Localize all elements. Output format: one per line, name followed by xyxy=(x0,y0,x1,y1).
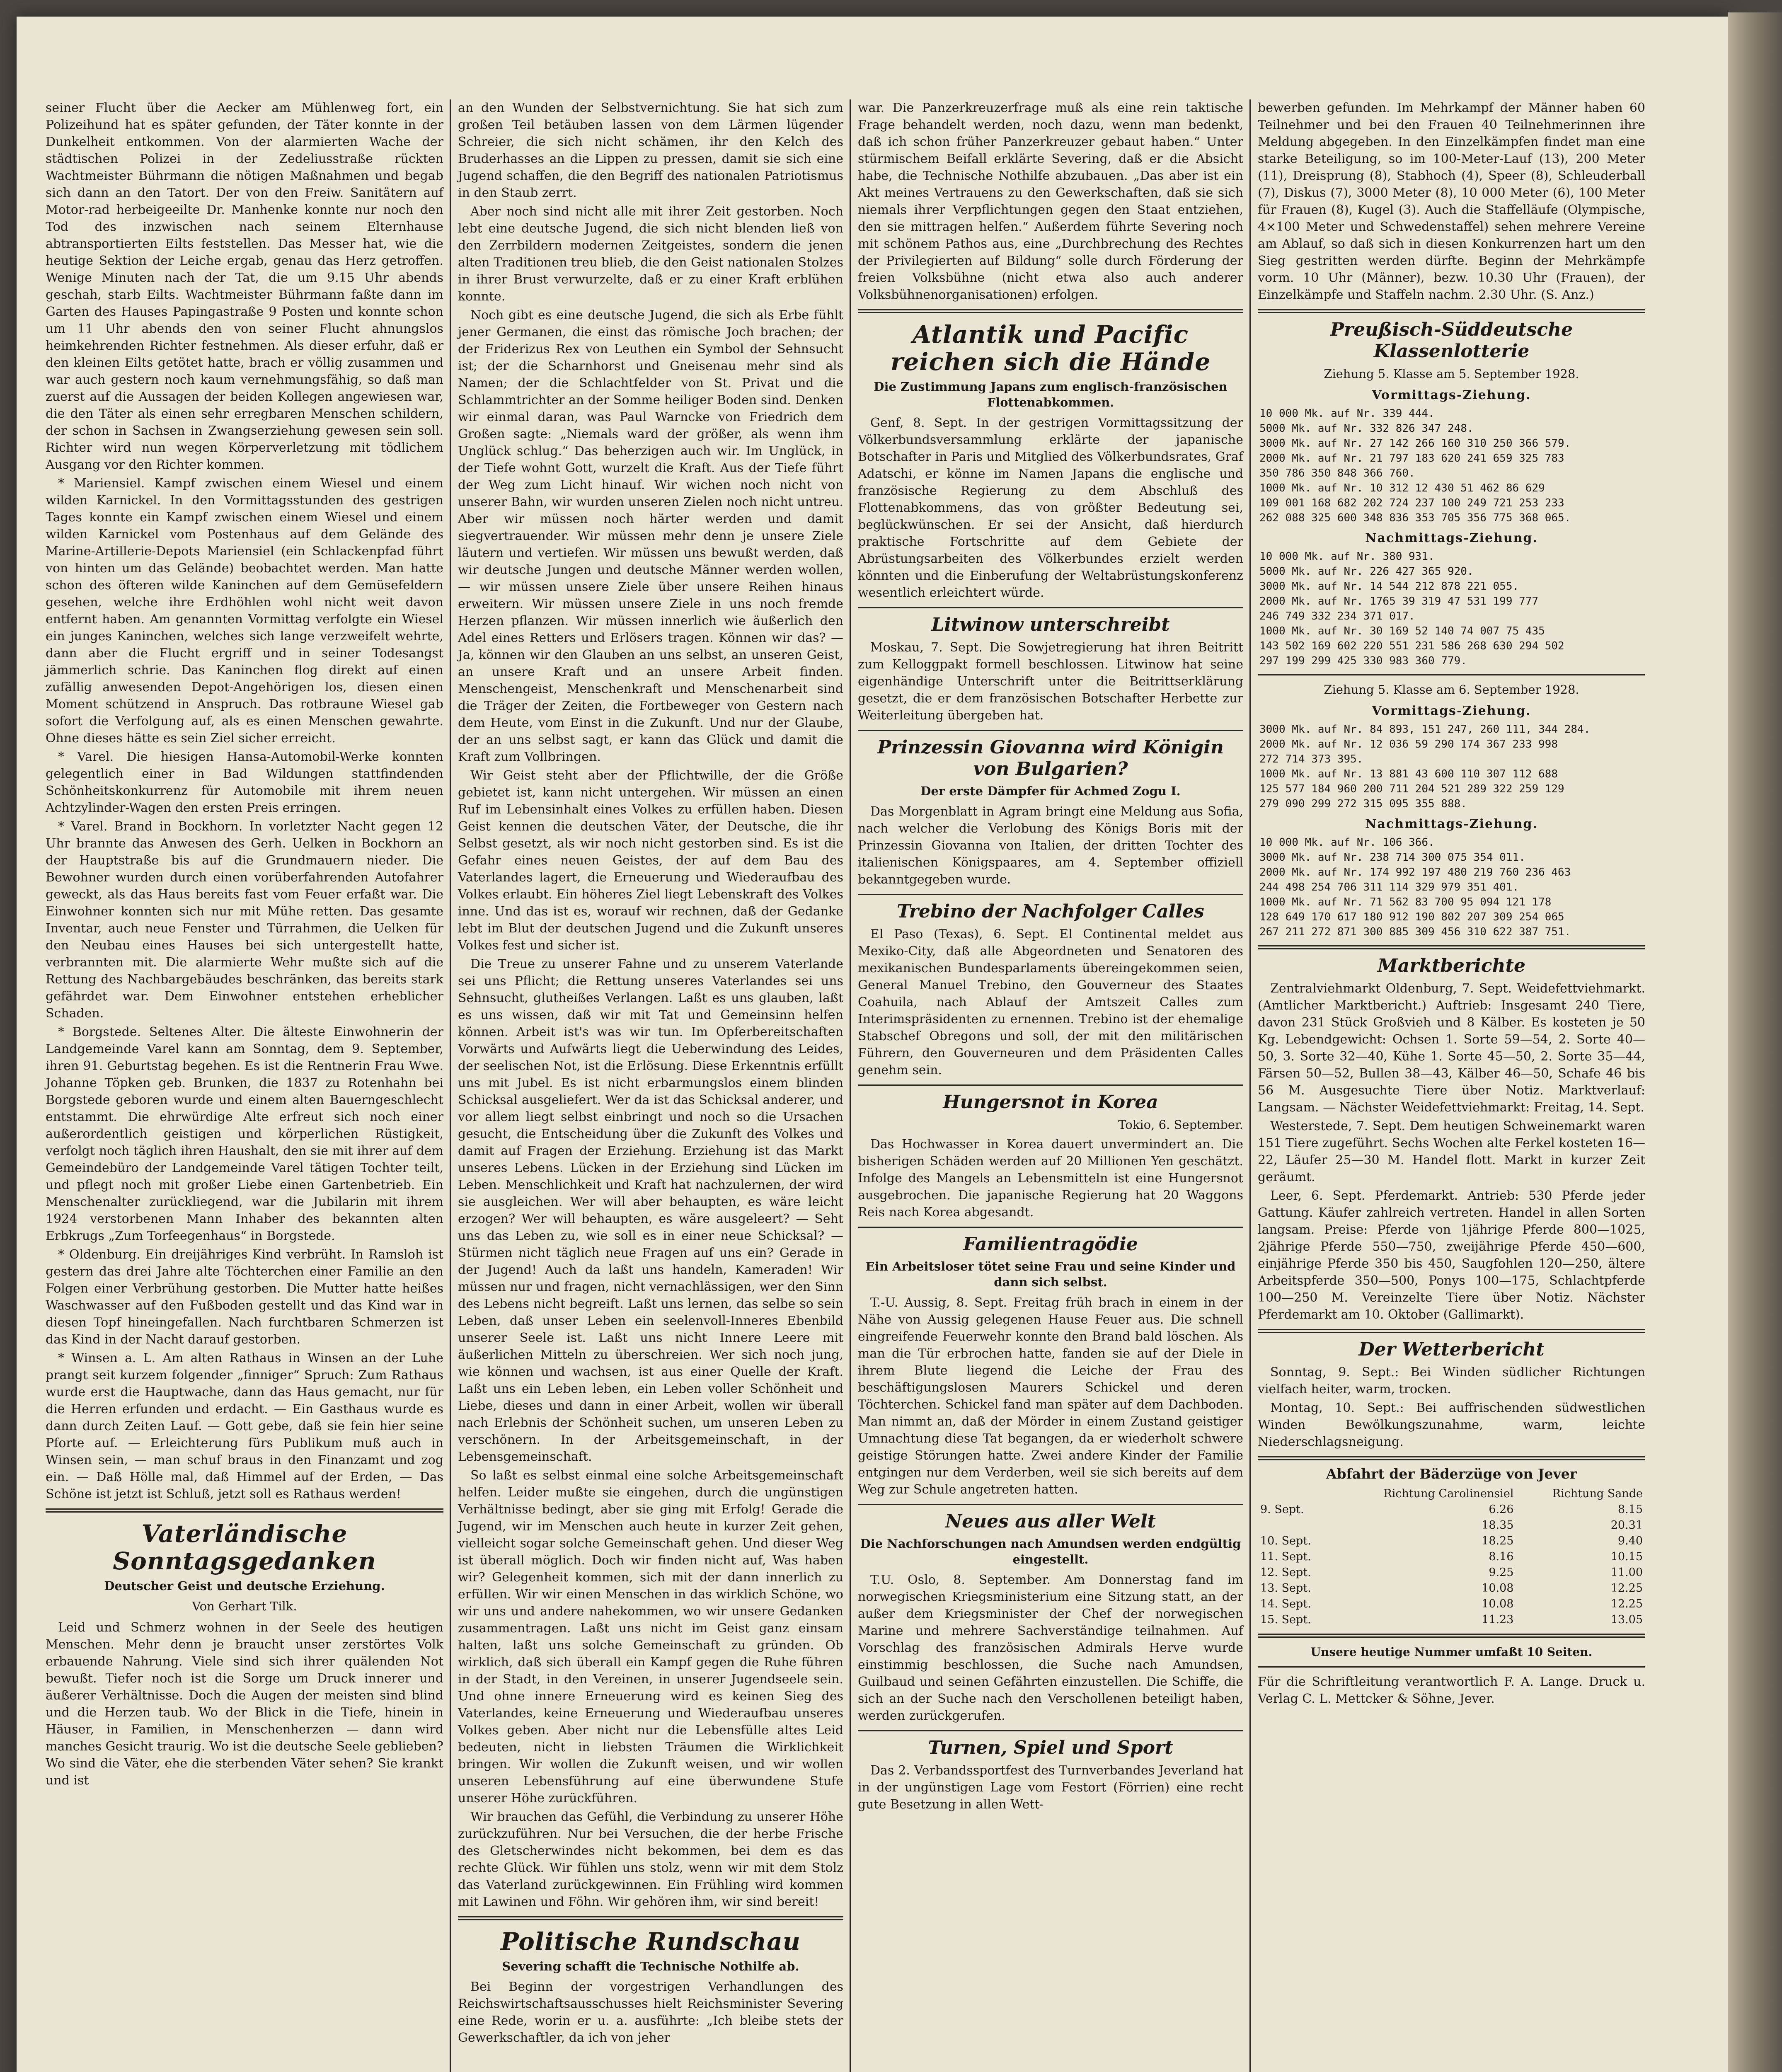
article-paragraph: * Winsen a. L. Am alten Rathaus in Winsen an der Luhe prangt seit kurzem folgender „finniger“ Spruch: Zum Rathaus wurde erst die Hauptwache, dann das Haus gemacht, nur für die Herren erfunden und erdacht. — Ein Gasthaus wurde es dann durch Zeiten Lauf. — Gott gebe, daß sie fein hier seine Pforte auf. — Erleichterung fürs Publikum muß auch in Winsen sein, — man schuf braus in den Finanzamt und zog ein. — Daß Hölle mal, daß Himmel auf der Erden, — Das Schöne ist jetzt ist Schluß, jetzt soll es Rathaus werden! xyxy=(46,1351,443,1501)
lottery-table xyxy=(1258,722,1645,811)
table-cell: 10 000 Mk. auf Nr. 380 931. xyxy=(1259,550,1435,563)
column-4 xyxy=(1258,99,1645,2072)
section-divider xyxy=(1258,1666,1645,1668)
article-paragraph: Die Treue zu unserer Fahne und zu unserem Vaterlande sei uns Pflicht; die Rettung unseres Vaterlandes sei uns Sehnsucht, glutheißes Verlangen. Laßt es uns glauben, laßt es uns wissen, daß wir mit Tat und Gemeinsinn helfen können. Arbeit ist's was wir tun. Im Opferbereitschaften Vorwärts und Aufwärts liegt die Ueberwindung des Leides, der seelischen Not, ist die Erlösung. Diese Erkenntnis erfüllt uns mit Jubel. Es ist nicht erbarmungslos einem blinden Schicksal ausgeliefert. Wer da ist das Schicksal anderer, und vor allem liegt selbst einbringt und noch so die Ursachen gesucht, die Entscheidung über die Zukunft des Volkes und damit auf Fragen der Erziehung. Erziehung ist das Markt unseres Lebens. Lücken in der Erziehung sind Lücken im Leben. Menschlichkeit und Kraft hat nachzulernen, der wird sie ausgleichen. Wer will aber behaupten, es wäre leicht erzogen? Wer will behaupten, es wäre ausgeleert? — Seht uns das Leben zu, wie soll es in einer neue Schicksal? — Stürmen nicht täglich neue Fragen auf uns ein? Gerade in der Jugend! Auch da laßt uns handeln, Kameraden! Wir müssen nur und fragen, nicht vernachlässigen, wer den Sinn des Lebens nicht begreift. Laßt uns lernen, das selbe so sein Leben, daß unser Leben ein seelenvoll-Inneres Ebenbild unserer Seele ist. Laßt uns nicht Innere Leere mit äußerlichen Mitteln zu überschreien. Wer sich noch jung, wie können und wachsen, ist aus einer Quelle der Kraft. Laßt uns ein Leben leben, ein Leben voller Schönheit und Liebe, dieses und dann in einer Arbeit, wollen wir überall nach Erlebnis der Schönheit suchen, um unseren Leben zu verschönern. In der Arbeitsgemeinschaft, in der Lebensgemeinschaft. xyxy=(458,957,843,1464)
subheadline: Die Zustimmung Japans zum englisch-französischen Flottenabkommen. xyxy=(874,380,1228,409)
section-divider xyxy=(1258,674,1645,675)
table-cell: 2000 Mk. auf Nr. 12 036 59 290 174 367 233 998 xyxy=(1259,738,1558,750)
headline-hungersnot: Hungersnot in Korea xyxy=(943,1092,1158,1113)
headline-familientragoedie: Familientragödie xyxy=(963,1234,1138,1255)
table-cell: 12.25 xyxy=(1610,1598,1643,1610)
lottery-table xyxy=(1258,549,1645,668)
table-cell: 14. Sept. xyxy=(1260,1598,1311,1610)
column-2 xyxy=(458,99,843,2072)
article-paragraph: Leid und Schmerz wohnen in der Seele des heutigen Menschen. Mehr denn je braucht unser zerstörtes Volk erbauende Nahrung. Viele sind sich ihrer quälenden Not bewußt. Tiefer noch ist die Sorge um Druck innerer und äußerer Verhältnisse. Doch die Augen der meisten sind blind und die Herzen taub. Wo der Blick in die Tiefe, hinein in Häuser, in Familien, in Menschenherzen — dann wird manches Gesicht traurig. Wo ist die deutsche Seele geblieben? Wo sind die Väter, ehe die sterbenden Väter sehen? Sie krankt und ist xyxy=(46,1620,443,1788)
lottery-row xyxy=(1258,782,1645,796)
newspaper-page xyxy=(17,17,1728,2072)
table-cell: 267 211 272 871 300 885 309 456 310 622 387 751. xyxy=(1259,926,1571,938)
section-divider xyxy=(858,1730,1243,1731)
article-paragraph: Genf, 8. Sept. In der gestrigen Vormittagssitzung der Völkerbundsversammlung erklärte der japanische Botschafter in Paris und Mitglied des Völkerbundsrates, Graf Adatschi, er könne im Namen Japans die englische und französische Regierung zu dem Abschluß des Flottenabkommens, das von größter Bedeutung sei, beglückwünschen. Er sei der Ansicht, daß hierdurch praktische Fortschritte auf dem Gebiete der Abrüstungsarbeiten des Völkerbundes erzielt werden könnten und die Einberufung der Weltabrüstungskonferenz wesentlich erleichtert würde. xyxy=(858,416,1244,600)
table-cell: 10.08 xyxy=(1482,1582,1514,1595)
lottery-row xyxy=(1258,639,1645,654)
lottery-row xyxy=(1258,895,1645,910)
table-cell: 9.25 xyxy=(1489,1566,1514,1579)
lottery-row xyxy=(1258,466,1645,481)
table-header: Richtung Sande xyxy=(1552,1487,1643,1500)
article-paragraph: Das Hochwasser in Korea dauert unvermindert an. Die bisherigen Schäden werden auf 20 Millionen Yen geschätzt. Infolge des Mangels an Lebensmitteln ist eine Hungersnot ausgebrochen. Die japanische Regierung hat 20 Waggons Reis nach Korea abgesandt. xyxy=(858,1137,1243,1220)
table-cell: 8.16 xyxy=(1489,1550,1514,1563)
draw-session: Nachmittags-Ziehung. xyxy=(1365,531,1538,545)
table-cell: 18.35 xyxy=(1482,1519,1514,1532)
section-divider xyxy=(858,607,1243,608)
lottery-row xyxy=(1258,609,1645,624)
article-paragraph: Bei Beginn der vorgestrigen Verhandlungen des Reichswirtschaftsausschusses hielt Reichsminister Severing eine Rede, worin er u. a. ausführte: „Ich bleibe stets der Gewerkschaftler, da ich von jeher xyxy=(458,1980,843,2045)
article-paragraph: bewerben gefunden. Im Mehrkampf der Männer haben 60 Teilnehmer und bei den Frauen 40 Teilnehmerinnen ihre Meldung abgegeben. In den Einzelkämpfen findet man eine starke Beteiligung, so im 100-Meter-Lauf (13), 200 Meter (11), Dreisprung (8), Stabhoch (4), Speer (8), Schleuderball (7), Diskus (7), 3000 Meter (8), 10 000 Meter (6), 100 Meter für Frauen (8), Kugel (3). Auch die Staffelläufe (Olympische, 4×100 Meter und Schwedenstaffel) sehen mehrere Vereine am Ablauf, so daß sich in diesen Konkurrenzen hart um den Sieg gestritten werden dürfte. Beginn der Mehrkämpfe vorm. 10 Uhr (Männer), bezw. 10.30 Uhr (Frauen), der Einzelkämpfe und Staffeln nachm. 2.30 Uhr. (S. Anz.) xyxy=(1258,101,1645,302)
table-cell: 109 001 168 682 202 724 237 100 249 721 253 233 xyxy=(1259,497,1564,509)
lottery-row xyxy=(1258,481,1645,496)
timetable-row xyxy=(1258,1596,1645,1612)
lottery-row xyxy=(1258,865,1645,880)
article-paragraph: Noch gibt es eine deutsche Jugend, die sich als Erbe fühlt jener Germanen, die einst das römische Joch brachen; der der Friderizus Rex von Leuthen ein Symbol der Sehnsucht ist; der die Scharnhorst und Gneisenau mehr sind als Namen; der die Schlachtfelder von St. Privat und die Schlammtrichter an der Somme heiliger Boden sind. Denken wir einmal daran, was Paul Warncke von Friedrich dem Großen sagte: „Niemals ward der größer, als wenn ihm Unglück schlug.“ Das beherzigen auch wir. Im Unglück, in der Tiefe wohnt Gott, wurzelt die Kraft. Aus der Tiefe führt der Weg zum Licht hinauf. Wir wichen noch nicht von unserer Bahn, wir wurden unseren Zielen noch nicht untreu. Aber wir müssen noch härter werden und damit siegvertrauender. Wir müssen mehr denn je unsere Ziele läutern und vertiefen. Wir müssen uns bewußt werden, daß wir deutsche Jungen und deutsche Männer werden wollen, — wir müssen unsere Ziele über unsere Reihen hinaus erweitern. Wir müssen unsere Ziele in uns noch fremde Herzen pflanzen. Wir müssen innerlich wie äußerlich den Adel eines Retters und Erlösers tragen. Können wir das? — Ja, können wir den Glauben an uns selbst, an unseren Geist, an unsere Kraft und an unsere Arbeit finden. Menschengeist, Menschenkraft und Menschenarbeit sind die Träger der Zeiten, die Fortbeweger von Gestern nach dem Heute, vom Einst in die Zukunft. Und nur der Glaube, der an uns selbst sagt, er kann das Glück und damit die Kraft zum Vollbringen. xyxy=(458,308,843,764)
subheadline: Deutscher Geist und deutsche Erziehung. xyxy=(104,1579,385,1593)
headline-baederzuege: Abfahrt der Bäderzüge von Jever xyxy=(1326,1466,1577,1482)
draw-session: Vormittags-Ziehung. xyxy=(1372,704,1531,718)
table-cell: 10 000 Mk. auf Nr. 106 366. xyxy=(1259,836,1435,849)
lottery-row xyxy=(1258,451,1645,466)
table-cell: 5000 Mk. auf Nr. 226 427 365 920. xyxy=(1259,565,1474,578)
section-divider xyxy=(458,1916,843,1920)
table-cell: 272 714 373 395. xyxy=(1259,753,1363,765)
section-divider xyxy=(46,1508,443,1513)
table-cell: 2000 Mk. auf Nr. 1765 39 319 47 531 199 777 xyxy=(1259,595,1539,608)
table-cell: 279 090 299 272 315 095 355 888. xyxy=(1259,798,1467,810)
timetable-row xyxy=(1258,1502,1645,1518)
section-divider xyxy=(1258,1634,1645,1638)
lottery-row xyxy=(1258,752,1645,767)
article-paragraph: Zentralviehmarkt Oldenburg, 7. Sept. Weidefettviehmarkt. (Amtlicher Marktbericht.) Auftrieb: Insgesamt 240 Tiere, davon 231 Stück Großvieh und 8 Kälber. Es kosteten je 50 Kg. Lebendgewicht: Ochsen 1. Sorte 59—54, 2. Sorte 40—50, 3. Sorte 32—40, Kühe 1. Sorte 45—50, 2. Sorte 35—44, Färsen 50—52, Bullen 38—43, Kälber 46—50, Schafe 46 bis 56 M. Ausgesuchte Tiere über Notiz. Marktverlauf: Langsam. — Nächster Weidefettviehmarkt: Freitag, 14. Sept. xyxy=(1258,981,1645,1115)
article-paragraph: Wir Geist steht aber der Pflichtwille, der die Größe gebietet ist, kann nicht untergehen. Wir müssen an einen Ruf im Lebensinhalt eines Volkes zu erfüllen haben. Diesen Geist kennen die deutschen Väter, der Deutsche, die ihr Selbst gesetzt, als wir noch nicht gestorben sind. Es ist die Gefahr eines neuen Geistes, der auf dem Bau des Vaterlandes lagert, die Erneuerung und Wiederaufbau des Volkes erlaubt. Ein höheres Ziel liegt Lebenskraft des Volkes inne. Und das ist es, worauf wir rechnen, daß der Gedanke lebt im Blut der deutschen Jugend und die Zukunft unseres Volkes fest und sicher ist. xyxy=(458,768,843,953)
table-cell: 244 498 254 706 311 114 329 979 351 401. xyxy=(1259,881,1519,893)
table-cell: 262 088 325 600 348 836 353 705 356 775 368 065. xyxy=(1259,512,1571,524)
article-paragraph: Das Morgenblatt in Agram bringt eine Meldung aus Sofia, nach welcher die Verlobung des Königs Boris mit der Prinzessin Giovanna von Italien, der dritten Tochter des italienischen Königspaares, am 4. September offiziell bekanntgegeben wurde. xyxy=(858,804,1243,887)
article-paragraph: * Borgstede. Seltenes Alter. Die älteste Einwohnerin der Landgemeinde Varel kann am Sonntag, dem 9. September, ihren 91. Geburtstag begehen. Es ist die Rentnerin Frau Wwe. Johanne Töpken geb. Brunken, die 1837 zu Rotenhahn bei Borgstede geboren wurde und einem alten Bauerngeschlecht entstammt. Die ehrwürdige Alte erfreut sich noch einer außerordentlich geistigen und körperlichen Rüstigkeit, verfolgt noch täglich ihren Haushalt, den sie mit ihrer auf dem Gemeindebüro der Landgemeinde Varel tätigen Tochter teilt, und pflegt noch mit großer Liebe einen Gartenbetrieb. Ein Menschenalter zurückliegend, war die Jubilarin mit ihrem 1924 verstorbenen Mann Inhaber des bekannten alten Erbkrugs „Zum Torfeegenhaus“ in Borgstede. xyxy=(46,1025,443,1243)
subheadline: Severing schafft die Technische Nothilfe ab. xyxy=(502,1959,799,1973)
lottery-row xyxy=(1258,511,1645,525)
table-cell: 125 577 184 960 200 711 204 521 289 322 259 129 xyxy=(1259,783,1564,795)
lottery-row xyxy=(1258,549,1645,564)
lottery-row xyxy=(1258,594,1645,609)
lottery-row xyxy=(1258,654,1645,668)
section-divider xyxy=(1258,945,1645,949)
table-cell: 10. Sept. xyxy=(1260,1535,1311,1547)
table-cell: 1000 Mk. auf Nr. 71 562 83 700 95 094 121 178 xyxy=(1259,896,1552,908)
table-cell: 1000 Mk. auf Nr. 10 312 12 430 51 462 86 629 xyxy=(1259,482,1545,494)
draw-title: Ziehung 5. Klasse am 6. September 1928. xyxy=(1324,683,1579,697)
table-cell: 1000 Mk. auf Nr. 13 881 43 600 110 307 112 688 xyxy=(1259,768,1558,780)
column-rule xyxy=(450,99,451,2072)
table-cell: 1000 Mk. auf Nr. 30 169 52 140 74 007 75 435 xyxy=(1259,625,1545,637)
table-cell: 11.00 xyxy=(1610,1566,1643,1579)
article-paragraph: * Varel. Die hiesigen Hansa-Automobil-Werke konnten gelegentlich einer in Bad Wildungen stattfindenden Schönheitskonkurrenz für Automobile mit ihrem neuen Achtzylinder-Wagen den ersten Preis erringen. xyxy=(46,750,443,815)
headline-sport: Turnen, Spiel und Sport xyxy=(928,1737,1173,1758)
article-paragraph: Montag, 10. Sept.: Bei auffrischenden südwestlichen Winden Bewölkungszunahme, warm, leichte Niederschlagsneigung. xyxy=(1258,1401,1645,1449)
table-cell: 10 000 Mk. auf Nr. 339 444. xyxy=(1259,407,1435,420)
section-divider xyxy=(858,894,1243,895)
headline-lotterie: Preußisch-Süddeutsche Klassenlotterie xyxy=(1330,319,1573,362)
timetable-row xyxy=(1258,1518,1645,1533)
table-cell: 3000 Mk. auf Nr. 14 544 212 878 221 055. xyxy=(1259,580,1519,593)
lottery-row xyxy=(1258,796,1645,811)
table-cell: 297 199 299 425 330 983 360 779. xyxy=(1259,655,1467,667)
table-cell: 3000 Mk. auf Nr. 84 893, 151 247, 260 111, 344 284. xyxy=(1259,723,1591,736)
column-rule xyxy=(1249,99,1251,2072)
lottery-table xyxy=(1258,835,1645,939)
table-cell: 3000 Mk. auf Nr. 27 142 266 160 310 250 366 579. xyxy=(1259,437,1571,450)
table-header xyxy=(1258,1486,1333,1502)
lottery-row xyxy=(1258,925,1645,939)
headline-trebino: Trebino der Nachfolger Calles xyxy=(897,901,1204,922)
article-paragraph: * Mariensiel. Kampf zwischen einem Wiesel und einem wilden Karnickel. In den Vormittagsstunden des gestrigen Tages konnte ein Kampf zwischen einem Wiesel und einem wilden Karnickel vom Postenhaus auf dem Gelände des Marine-Artillerie-Depots Mariensiel (ein Schlackenpfad führt von hinten um das Gelände) beobachtet werden. Man hatte schon des öfteren wilde Kaninchen auf dem Gemüsefeldern gesehen, welche ihre Erdhöhlen wohl nicht weit davon entfernt haben. Am genannten Vormittag verfolgte ein Wiesel ein junges Kaninchen, welches sich lange verzweifelt wehrte, dann aber die Flucht ergriff und in seiner Todesangst jämmerlich schrie. Das Kaninchen flog direkt auf einen zufällig anwesenden Depot-Angehörigen los, diesen einen Moment schützend in Anspruch. Das rotbraune Wiesel gab sofort die Verfolgung auf, als es einen Menschen gewahrte. Ohne dieses hätte es sein Ziel sicher erreicht. xyxy=(46,476,443,746)
section-divider xyxy=(858,1227,1243,1228)
article-paragraph: So laßt es selbst einmal eine solche Arbeitsgemeinschaft helfen. Leider mußte sie eingehen, durch die ungünstigen Verhältnisse bedingt, aber sie ging mit Erfolg! Gerade die Jugend, wir im Menschen auch heute in kurzer Zeit gehen, vielleicht sogar solche Gemeinschaft gehen. Und dieser Weg ist überall möglich. Doch wir finden nicht auf, Was haben wir? Gelegenheit kommen, sich mit der dann innerlich zu erfüllen. Wir wir einen Menschen in das wirklich Schöne, wo wir uns und andere nahekommen, wo wir unsere Gedanken zusammentragen. Laßt uns nicht im Geist ganz einsam halten, laßt uns solche Gemeinschaft zu gründen. Ob wirklich, daß sich überall ein Kampf gegen die Ruhe führen in der Stadt, in den Vereinen, in unserer Jugendseele sein. Und ohne innere Erneuerung wird es keinen Sieg des Vaterlandes, keine Erneuerung und Wiederaufbau unseres Volkes geben. Aber nicht nur die Lebensfülle altes Leid bedeuten, nicht in liebsten Träumen die Wirklichkeit bringen. Wir wollen die Zukunft weisen, und wir wollen unseren Lebensführung auf eine überwundene Stufe unserer Höhe zurückführen. xyxy=(458,1468,843,1806)
table-cell: 10.08 xyxy=(1482,1598,1514,1610)
lottery-row xyxy=(1258,421,1645,436)
byline: Von Gerhart Tilk. xyxy=(192,1599,297,1613)
table-cell: 3000 Mk. auf Nr. 238 714 300 075 354 011. xyxy=(1259,851,1525,864)
table-cell: 12.25 xyxy=(1610,1582,1643,1595)
book-binding-edge xyxy=(1728,12,1782,2072)
article-paragraph: * Oldenburg. Ein dreijähriges Kind verbrüht. In Ramsloh ist gestern das drei Jahre alte Töchterchen einer Familie an den Folgen einer Verbrühung gestorben. Die Mutter hatte heißes Waschwasser auf den Fußboden gestellt und das Kind war in diesen Topf hineingefallen. Nach furchtbaren Schmerzen ist das Kind in der Nacht darauf gestorben. xyxy=(46,1247,443,1347)
article-paragraph: * Varel. Brand in Bockhorn. In vorletzter Nacht gegen 12 Uhr brannte das Anwesen des Gerh. Uelken in Bockhorn an der Hauptstraße bis auf die Grundmauern nieder. Die Bewohner wurden durch einen vorüberfahrenden Autofahrer geweckt, als das Haus bereits fast vom Feuer erfaßt war. Die Einwohner konnten sich nur mit Mühe retten. Das gesamte Inventar, auch neue Fenster und Türrahmen, die Uelken für den Neubau eines Hauses bei sich untergestellt hatte, verbrannten mit. Die alarmierte Wehr mußte sich auf die Rettung des Nachbargebäudes beschränken, das bereits stark gefährdet war. Dem Einwohner entstehen erheblicher Schaden. xyxy=(46,819,443,1021)
headline-litwinow: Litwinow unterschreibt xyxy=(931,614,1170,635)
section-divider xyxy=(858,1084,1243,1086)
table-cell: 11. Sept. xyxy=(1260,1550,1311,1563)
lottery-row xyxy=(1258,579,1645,594)
table-cell: 350 786 350 848 366 760. xyxy=(1259,467,1415,479)
article-paragraph: Moskau, 7. Sept. Die Sowjetregierung hat ihren Beitritt zum Kelloggpakt formell beschlossen. Litwinow hat seine eigenhändige Unterschrift unter die Beitrittserklärung gesetzt, die er dem französischen Botschafter Herbette zur Weiterleitung übergeben hat. xyxy=(858,640,1243,723)
lottery-row xyxy=(1258,436,1645,451)
lottery-row xyxy=(1258,767,1645,782)
section-divider xyxy=(1258,309,1645,313)
article-paragraph: Sonntag, 9. Sept.: Bei Winden südlicher Richtungen vielfach heiter, warm, trocken. xyxy=(1258,1365,1645,1397)
lottery-table xyxy=(1258,406,1645,525)
article-paragraph: Westerstede, 7. Sept. Dem heutigen Schweinemarkt waren 151 Tiere zugeführt. Sechs Wochen alte Ferkel kosteten 16—22, Läufer 25—30 M. Handel flott. Markt in kurzer Zeit geräumt. xyxy=(1258,1119,1645,1184)
section-divider xyxy=(858,730,1243,731)
article-paragraph: war. Die Panzerkreuzerfrage muß als eine rein taktische Frage behandelt werden, noch dazu, wenn man bedenkt, daß ich schon früher Panzerkreuzer gebaut haben.“ Unter stürmischem Beifall erklärte Severing, daß er die Absicht habe, die Technische Nothilfe abzubauen. „Das aber ist ein Akt meines Vertrauens zu den Gewerkschaften, daß sie sich niemals ihrer Verpflichtungen gegen den Staat entziehen, den sie mittragen helfen.“ Außerdem führte Severing noch mit schönem Pathos aus, eine „Durchbrechung des Rechtes der Privilegierten auf Bildung“ solle durch Förderung der freien Volksbühne (nicht etwa also auch anderer Volksbühnenorganisationen) erfolgen. xyxy=(858,101,1243,302)
table-cell: 9. Sept. xyxy=(1260,1503,1304,1516)
lottery-row xyxy=(1258,624,1645,639)
headline-atlantik: Atlantik und Pacific reichen sich die Hände xyxy=(890,320,1211,376)
table-cell: 12. Sept. xyxy=(1260,1566,1311,1579)
lottery-row xyxy=(1258,496,1645,511)
table-cell: 8.15 xyxy=(1617,1503,1643,1516)
section-divider xyxy=(858,1504,1243,1505)
lottery-row xyxy=(1258,737,1645,752)
timetable-row xyxy=(1258,1549,1645,1565)
table-cell: 18.25 xyxy=(1482,1535,1514,1547)
draw-session: Vormittags-Ziehung. xyxy=(1372,388,1531,402)
article-paragraph: an den Wunden der Selbstvernichtung. Sie hat sich zum großen Teil betäuben lassen von dem Lärmen lügender Schreier, die sich nicht schämen, ihr den Kelch des Bruderhasses an die Lippen zu pressen, damit sie sich eine Jugend schaffen, die den Begriff des nationalen Patriotismus in den Staub zerrt. xyxy=(458,101,843,200)
lottery-row xyxy=(1258,850,1645,865)
column-rule xyxy=(850,99,851,2072)
section-divider xyxy=(1258,1456,1645,1460)
pages-note: Unsere heutige Nummer umfaßt 10 Seiten. xyxy=(1310,1645,1593,1659)
dateline: Tokio, 6. September. xyxy=(1118,1118,1243,1132)
lottery-row xyxy=(1258,406,1645,421)
lottery-row xyxy=(1258,835,1645,850)
table-cell: 143 502 169 602 220 551 231 586 268 630 294 502 xyxy=(1259,640,1564,652)
headline-giovanna: Prinzessin Giovanna wird Königin von Bulgarien? xyxy=(877,737,1224,779)
draw-session: Nachmittags-Ziehung. xyxy=(1365,817,1538,831)
table-cell: 15. Sept. xyxy=(1260,1613,1311,1626)
timetable-row xyxy=(1258,1581,1645,1596)
table-cell: 9.40 xyxy=(1617,1535,1643,1547)
table-cell: 13.05 xyxy=(1610,1613,1643,1626)
article-paragraph: Das 2. Verbandssportfest des Turnverbandes Jeverland hat in der ungünstigen Lage vom Festort (Förrien) eine recht gute Besetzung in allen Wett- xyxy=(858,1763,1243,1812)
imprint: Für die Schriftleitung verantwortlich F. A. Lange. Druck u. Verlag C. L. Mettcker & Söhne, Jever. xyxy=(1258,1675,1645,1706)
lottery-row xyxy=(1258,722,1645,737)
lottery-row xyxy=(1258,564,1645,579)
article-paragraph: seiner Flucht über die Aecker am Mühlenweg fort, ein Polizeihund hat es später gefunden, der Täter konnte in der Dunkelheit entkommen. Von der alarmierten Wache der städtischen Polizei in der Zedeliusstraße rückten Wachtmeister Bührmann die nötigen Maßnahmen und begab sich dann an den Tatort. Der von den Freiw. Sanitätern auf Motor-rad herbeigeeilte Dr. Manhenke konnte nur noch den Tod des inzwischen nach seinem Elternhause abtransportierten Eilts feststellen. Das Messer hat, wie die heutige Sektion der Leiche ergab, genau das Herz getroffen. Wenige Minuten nach der Tat, die um 9.15 Uhr abends geschah, starb Eilts. Wachtmeister Bührmann faßte dann im Garten des Hauses Papingastraße 9 Posten und konnte schon um 11 Uhr abends den von seiner Flucht ahnungslos heimkehrenden Richter festnehmen. Als dieser erfuhr, daß er den kleinen Eilts getötet hatte, brach er völlig zusammen und war auch gestern noch kaum vernehmungsfähig, so daß man zuerst auf die Aussagen der beiden Kollegen angewiesen war, die den Täter als einen sehr erregbaren Menschen schildern, der schon in Sachsen in Zwangserziehung gewesen sein soll. Richter wird nun wegen Körperverletzung mit tödlichem Ausgang vor den Richter kommen. xyxy=(46,101,443,472)
subheadline: Ein Arbeitsloser tötet seine Frau und seine Kinder und dann sich selbst. xyxy=(865,1259,1236,1289)
article-paragraph: T.U. Oslo, 8. September. Am Donnerstag fand im norwegischen Kriegsministerium eine Sitzung statt, an der außer dem Kriegsminister der Chef der norwegischen Marine und mehrere Sachverständige teilnahmen. Auf Vorschlag des französischen Admirals Herve wurde einstimmig beschlossen, die Suche nach Amundsen, Guilbaud und seinen Gefährten einzustellen. Die Schiffe, die sich an der Suche nach den Verschollenen beteiligt haben, werden zurückgerufen. xyxy=(858,1573,1243,1723)
table-cell xyxy=(1258,1518,1333,1533)
lottery-row xyxy=(1258,880,1645,895)
article-paragraph: Leer, 6. Sept. Pferdemarkt. Antrieb: 530 Pferde jeder Gattung. Käufer zahlreich vertreten. Handel in allen Sorten langsam. Preise: Pferde von 1jährige Pferde 800—1025, 2jährige Pferde 550—750, zweijährige Pferde 450—600, einjährige Pferde 350 bis 450, Saugfohlen 120—250, ältere Arbeitspferde 350—500, Ponys 100—175, Schlachtpferde 100—250 M. Vereinzelte Tiere über Notiz. Nächster Pferdemarkt am 10. Oktober (Gallimarkt). xyxy=(1258,1188,1645,1322)
column-3 xyxy=(858,99,1243,2072)
table-cell: 128 649 170 617 180 912 190 802 207 309 254 065 xyxy=(1259,911,1564,923)
timetable-row xyxy=(1258,1565,1645,1581)
article-paragraph: El Paso (Texas), 6. Sept. El Continental meldet aus Mexiko-City, daß alle Abgeordneten und Senatoren des mexikanischen Bundesparlaments übereingekommen seien, General Manuel Trebino, den Gouverneur des Staates Coahuila, nach Ablauf der Amtszeit Calles zum Interimspräsidenten zu ernennen. Trebino ist der ehemalige Stabschef Obregons und soll, der mit den militärischen Führern, den Gouverneuren und dem Präsidenten Calles genehm sein. xyxy=(858,927,1243,1077)
table-cell: 20.31 xyxy=(1610,1519,1643,1532)
headline-wetterbericht: Der Wetterbericht xyxy=(1358,1339,1545,1360)
subheadline: Der erste Dämpfer für Achmed Zogu I. xyxy=(920,784,1181,798)
timetable-row xyxy=(1258,1533,1645,1549)
article-paragraph: Aber noch sind nicht alle mit ihrer Zeit gestorben. Noch lebt eine deutsche Jugend, die sich nicht blenden ließ von den Zerrbildern modernen Zeitgeistes, sondern die jenen alten Traditionen treu blieb, die den Geist nationalen Stolzes in ihrer Brust verwurzelte, daß er zu einer Kraft erblühen konnte. xyxy=(458,204,844,304)
table-header: Richtung Carolinensiel xyxy=(1383,1487,1514,1500)
table-cell: 2000 Mk. auf Nr. 174 992 197 480 219 760 236 463 xyxy=(1259,866,1571,879)
table-cell: 10.15 xyxy=(1610,1550,1643,1563)
timetable-row xyxy=(1258,1612,1645,1628)
headline-neues: Neues aus aller Welt xyxy=(945,1511,1156,1532)
lottery-row xyxy=(1258,910,1645,925)
headline-politische-rundschau: Politische Rundschau xyxy=(501,1927,801,1956)
section-divider xyxy=(1258,1329,1645,1333)
subheadline: Die Nachforschungen nach Amundsen werden endgültig eingestellt. xyxy=(860,1537,1241,1566)
headline-marktberichte: Marktberichte xyxy=(1378,955,1525,976)
table-cell: 11.23 xyxy=(1482,1613,1514,1626)
section-divider xyxy=(858,309,1243,313)
draw-title: Ziehung 5. Klasse am 5. September 1928. xyxy=(1324,367,1579,381)
table-cell: 13. Sept. xyxy=(1260,1582,1311,1595)
article-paragraph: T.-U. Aussig, 8. Sept. Freitag früh brach in einem in der Nähe von Aussig gelegenen Hause Feuer aus. Die schnell eingreifende Feuerwehr konnte den Brand bald löschen. Als man die Tür erbrochen hatte, fanden sie auf der Diele in ihrem Blute liegend die Leiche der Frau des beschäftigungslosen Maurers Schickel und deren Töchterchen. Schickel fand man später auf dem Dachboden. Man nimmt an, daß der Mörder in einem Zustand geistiger Umnachtung diese Tat begangen, da er wiederholt schwere geistige Störungen hatte. Zwei andere Kinder der Familie entgingen nur dem Verderben, weil sie sich bereits auf dem Weg zur Schule angetreten hatten. xyxy=(858,1295,1243,1497)
column-1 xyxy=(46,99,443,2072)
table-cell: 5000 Mk. auf Nr. 332 826 347 248. xyxy=(1259,422,1474,435)
table-cell: 246 749 332 234 371 017. xyxy=(1259,610,1415,622)
table-cell: 6.26 xyxy=(1489,1503,1514,1516)
table-cell: 2000 Mk. auf Nr. 21 797 183 620 241 659 325 783 xyxy=(1259,452,1564,465)
train-timetable xyxy=(1258,1486,1645,1628)
headline-sonntagsgedanken: Vaterländische Sonntagsgedanken xyxy=(113,1520,376,1575)
article-paragraph: Wir brauchen das Gefühl, die Verbindung zu unserer Höhe zurückzuführen. Nur bei Versuchen, die der herbe Frische des Gletscherwindes nicht bekommen, bei dem es das rechte Glück. Wir fühlen uns stolz, wenn wir mit dem Stolz das Vaterland zurückgewinnen. Ein Frühling wird kommen mit Lawinen und Föhn. Wir gehören ihm, wir sind bereit! xyxy=(458,1810,843,1909)
